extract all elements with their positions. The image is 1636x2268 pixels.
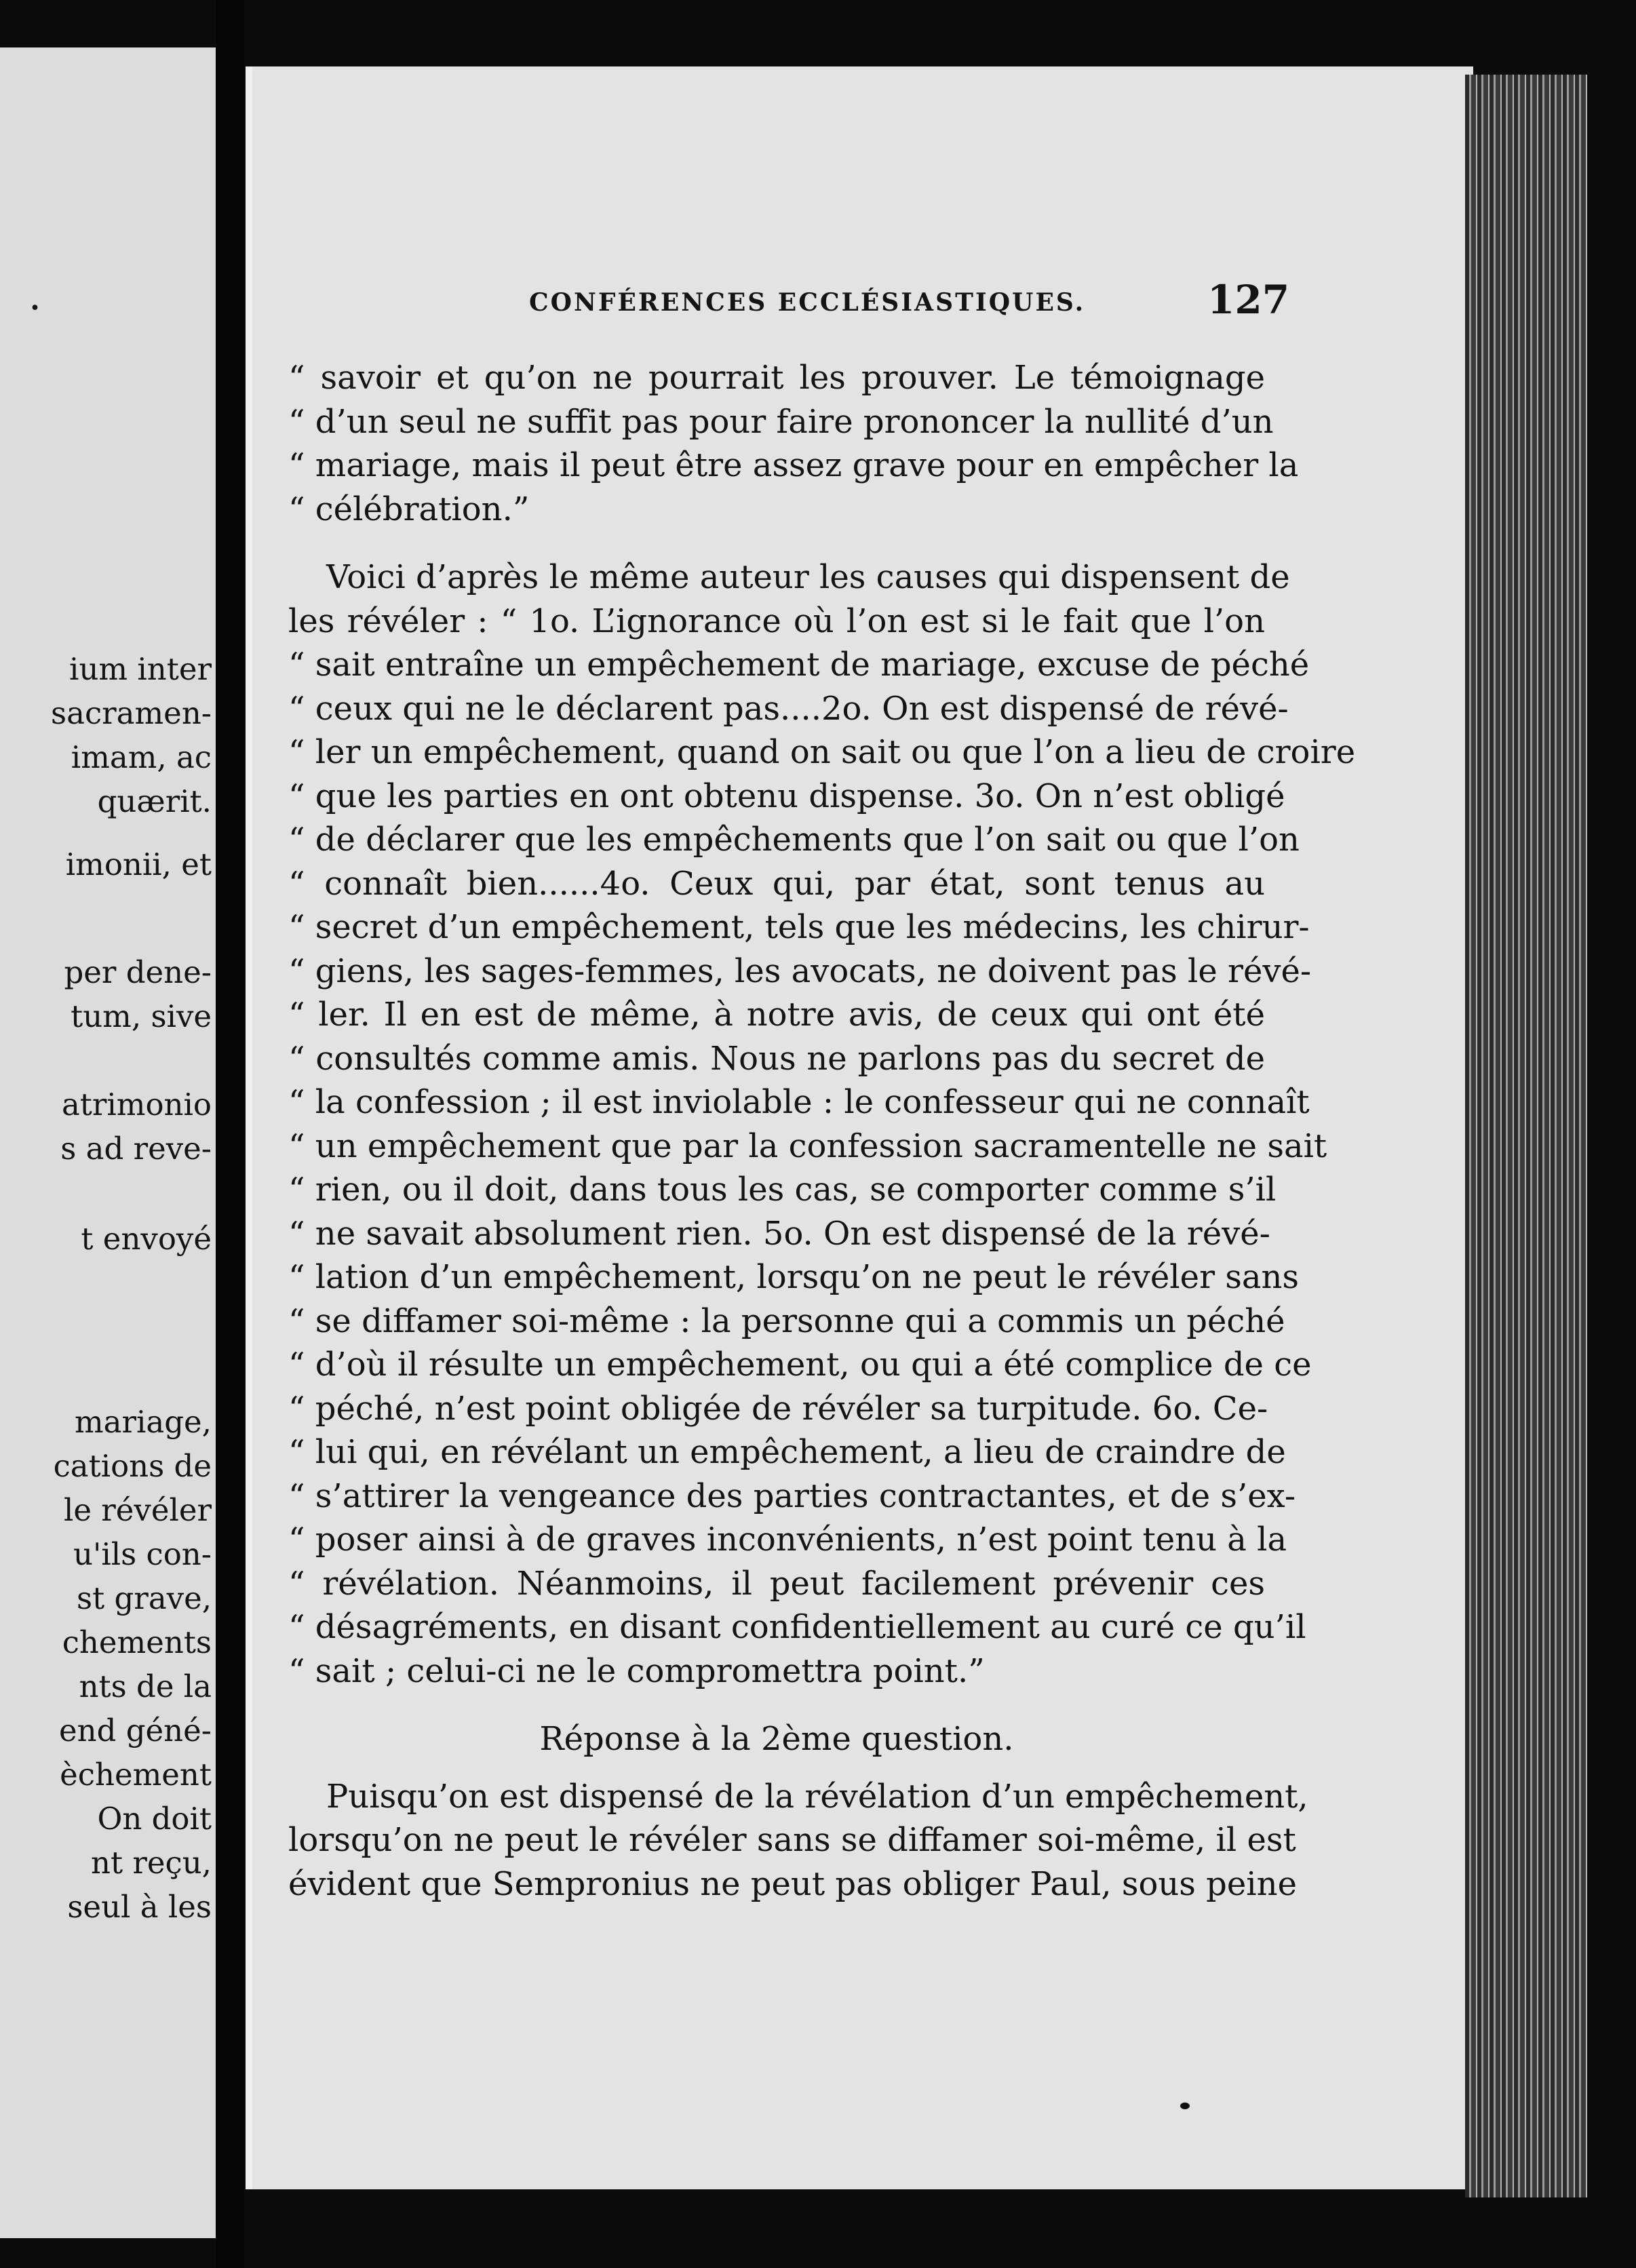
- text-line: “ péché, n’est point obligée de révéler sa turpitude. 6o. Ce-: [288, 1389, 1268, 1428]
- left-fragment: nts de la: [79, 1668, 212, 1704]
- text-line: “ de déclarer que les empêchements que l’on sait ou que l’on: [288, 821, 1300, 859]
- text-line: “ consultés comme amis. Nous ne parlons pas du secret de: [288, 1039, 1265, 1078]
- text-line: “ giens, les sages-femmes, les avocats, ne doivent pas le révé-: [288, 952, 1312, 990]
- text-line: “ ne savait absolument rien. 5o. On est dispensé de la révé-: [288, 1214, 1270, 1253]
- text-line: “ secret d’un empêchement, tels que les médecins, les chirur-: [288, 908, 1310, 946]
- left-fragment: per dene-: [64, 954, 212, 990]
- left-fragment: quærit.: [97, 783, 212, 819]
- left-fragment: èchement: [60, 1757, 212, 1793]
- text-line: “ s’attirer la vengeance des parties contractantes, et de s’ex-: [288, 1477, 1296, 1515]
- left-fragment: s ad reve-: [60, 1131, 212, 1167]
- text-line: lorsqu’on ne peut le révéler sans se diffamer soi-même, il est: [288, 1821, 1296, 1859]
- left-facing-page: [0, 47, 216, 2238]
- left-fragment: le révéler: [63, 1492, 212, 1528]
- book-gutter: [216, 0, 244, 2268]
- text-line: “ lui qui, en révélant un empêchement, a lieu de craindre de: [288, 1433, 1286, 1471]
- text-line: “ savoir et qu’on ne pourrait les prouver. Le témoignage: [288, 359, 1265, 397]
- text-line: “ mariage, mais il peut être assez grave pour en empêcher la: [288, 446, 1299, 484]
- left-fragment: On doit: [97, 1801, 212, 1837]
- text-line: “ ler. Il en est de même, à notre avis, de ceux qui ont été: [288, 996, 1265, 1034]
- left-fragment: tum, sive: [71, 998, 212, 1034]
- text-line: “ se diffamer soi-même : la personne qui a commis un péché: [288, 1302, 1285, 1340]
- text-line: évident que Sempronius ne peut pas obliger Paul, sous peine: [288, 1864, 1297, 1903]
- text-line: “ désagréments, en disant confidentiellement au curé ce qu’il: [288, 1608, 1306, 1646]
- left-fragment: imonii, et: [65, 846, 212, 882]
- text-line: “ rien, ou il doit, dans tous les cas, se comporter comme s’il: [288, 1171, 1277, 1209]
- left-fragment: seul à les: [67, 1889, 212, 1925]
- page-number: 127: [1207, 277, 1290, 323]
- paragraph-first-line: Puisqu’on est dispensé de la révélation d’un empêchement,: [326, 1777, 1308, 1816]
- left-fragment: cations de: [53, 1448, 212, 1484]
- text-line: “ lation d’un empêchement, lorsqu’on ne peut le révéler sans: [288, 1258, 1300, 1296]
- running-head: CONFÉRENCES ECCLÉSIASTIQUES.: [529, 288, 1086, 317]
- text-line: “ ceux qui ne le déclarent pas....2o. On est dispensé de révé-: [288, 689, 1289, 728]
- left-page-mark: ·: [28, 284, 42, 332]
- text-line: “ la confession ; il est inviolable : le confesseur qui ne connaît: [288, 1083, 1310, 1121]
- left-fragment: t envoyé: [81, 1221, 212, 1257]
- left-fragment: st grave,: [77, 1580, 212, 1616]
- text-line: “ ler un empêchement, quand on sait ou que l’on a lieu de croire: [288, 733, 1356, 771]
- text-line: “ d’un seul ne suffit pas pour faire prononcer la nullité d’un: [288, 402, 1274, 441]
- text-line: “ révélation. Néanmoins, il peut facilement prévenir ces: [288, 1564, 1265, 1603]
- left-fragment: u'ils con-: [73, 1536, 212, 1572]
- left-fragment: end géné-: [59, 1713, 212, 1748]
- text-line: “ poser ainsi à de graves inconvénients, n’est point tenu à la: [288, 1521, 1287, 1559]
- paragraph-first-line: Voici d’après le même auteur les causes qui dispensent de: [326, 558, 1290, 596]
- left-fragment: ium inter: [69, 651, 212, 687]
- left-fragment: imam, ac: [71, 739, 212, 775]
- text-line: “ un empêchement que par la confession sacramentelle ne sait: [288, 1127, 1327, 1165]
- left-fragment: atrimonio: [61, 1087, 212, 1122]
- left-fragment: mariage,: [75, 1404, 212, 1440]
- page-edges: [1465, 75, 1587, 2197]
- text-line: “ connaît bien......4o. Ceux qui, par état, sont tenus au: [288, 864, 1265, 903]
- text-line: “ que les parties en ont obtenu dispense. 3o. On n’est obligé: [288, 777, 1285, 815]
- left-fragment: sacramen-: [51, 695, 212, 731]
- text-line: “ sait ; celui-ci ne le compromettra point.”: [288, 1651, 985, 1690]
- text-line: “ célébration.”: [288, 490, 530, 528]
- left-fragment: nt reçu,: [90, 1845, 212, 1881]
- text-line: “ d’où il résulte un empêchement, ou qui a été complice de ce: [288, 1346, 1312, 1384]
- body-text: [288, 356, 1356, 1906]
- text-line: les révéler : “ 1o. L’ignorance où l’on est si le fait que l’on: [288, 602, 1265, 640]
- text-line: “ sait entraîne un empêchement de mariage, excuse de péché: [288, 646, 1310, 684]
- section-heading: Réponse à la 2ème question.: [539, 1720, 1014, 1758]
- ink-mark: [1180, 2103, 1190, 2109]
- left-fragment: chements: [62, 1624, 212, 1660]
